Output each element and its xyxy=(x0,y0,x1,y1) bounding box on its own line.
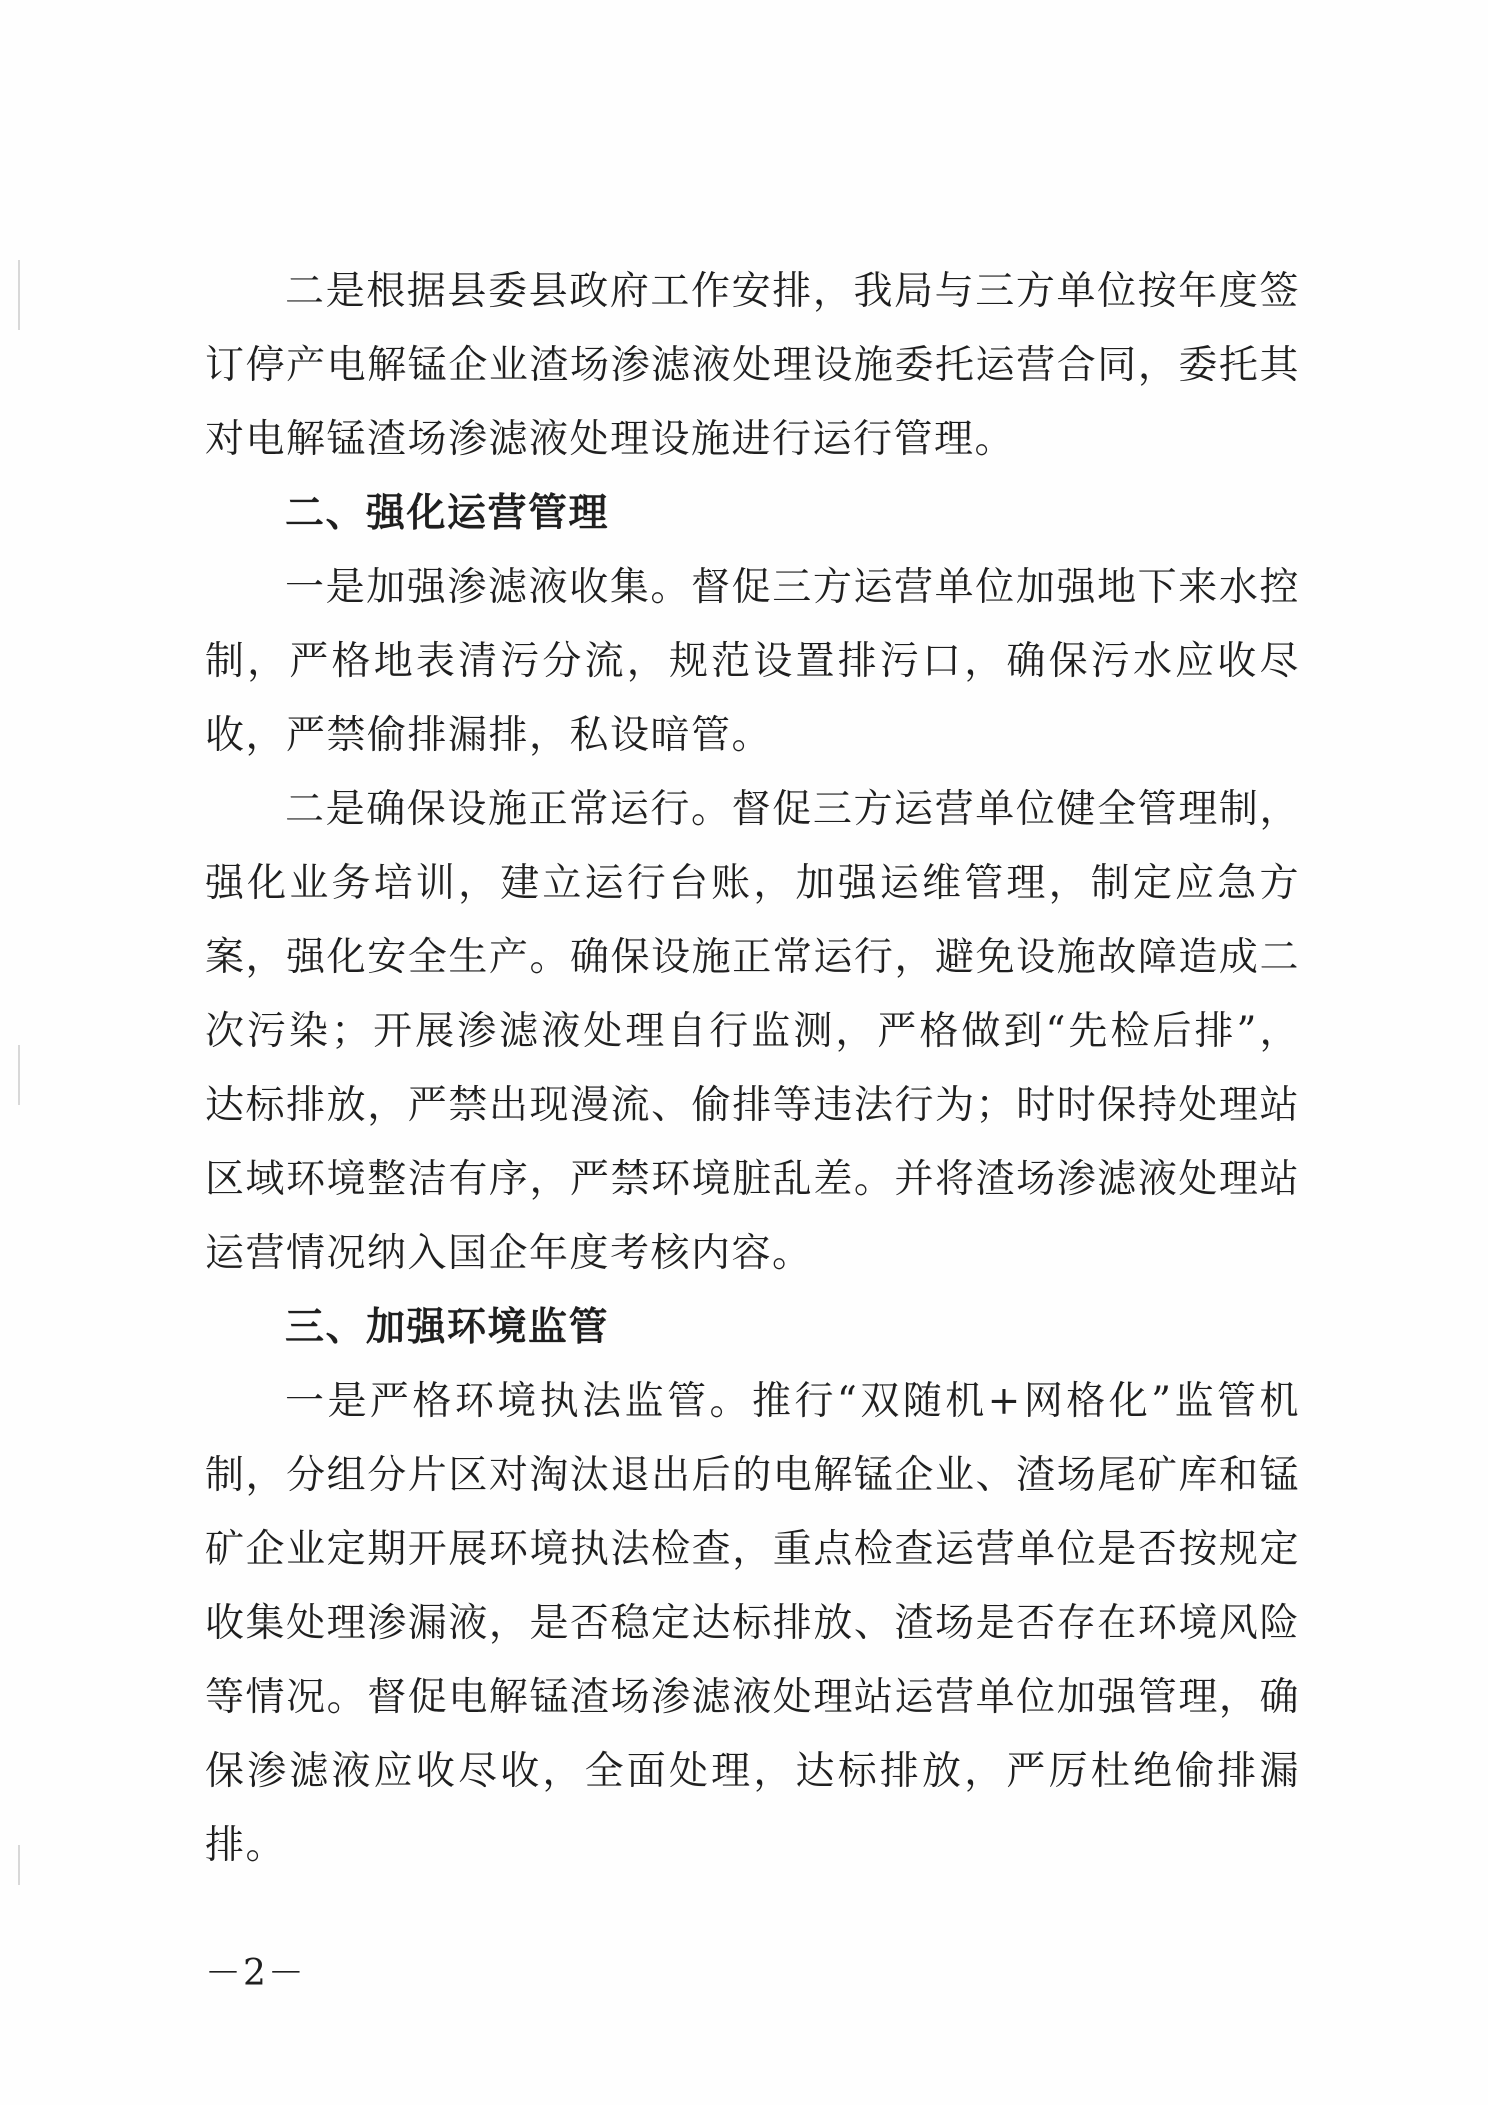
document-body xyxy=(205,255,1300,1883)
scan-edge-mark xyxy=(18,1845,20,1885)
scan-edge-mark xyxy=(18,1045,20,1105)
paragraph: 二是根据县委县政府工作安排，我局与三方单位按年度签订停产电解锰企业渣场渗滤液处理设施委托运营合同，委托其对电解锰渣场渗滤液处理设施进行运行管理。 xyxy=(205,269,1300,462)
section-heading: 二、强化运营管理 xyxy=(285,491,610,536)
paragraph: 二是确保设施正常运行。督促三方运营单位健全管理制，强化业务培训，建立运行台账，加强运维管理，制定应急方案，强化安全生产。确保设施正常运行，避免设施故障造成二次污染；开展渗滤液处理自行监测，严格做到“先检后排”，达标排放，严禁出现漫流、偷排等违法行为；时时保持处理站区域环境整洁有序，严禁环境脏乱差。并将渣场渗滤液处理站运营情况纳入国企年度考核内容。 xyxy=(205,787,1300,1276)
scan-edge-mark xyxy=(18,260,20,330)
paragraph: 一是加强渗滤液收集。督促三方运营单位加强地下来水控制，严格地表清污分流，规范设置排污口，确保污水应收尽收，严禁偷排漏排，私设暗管。 xyxy=(205,565,1300,758)
page-number: －2－ xyxy=(205,1953,306,1994)
section-heading: 三、加强环境监管 xyxy=(285,1305,610,1350)
paragraph: 一是严格环境执法监管。推行“双随机+网格化”监管机制，分组分片区对淘汰退出后的电解锰企业、渣场尾矿库和锰矿企业定期开展环境执法检查，重点检查运营单位是否按规定收集处理渗漏液，是否稳定达标排放、渣场是否存在环境风险等情况。督促电解锰渣场渗滤液处理站运营单位加强管理，确保渗滤液应收尽收，全面处理，达标排放，严厉杜绝偷排漏排。 xyxy=(205,1379,1300,1868)
